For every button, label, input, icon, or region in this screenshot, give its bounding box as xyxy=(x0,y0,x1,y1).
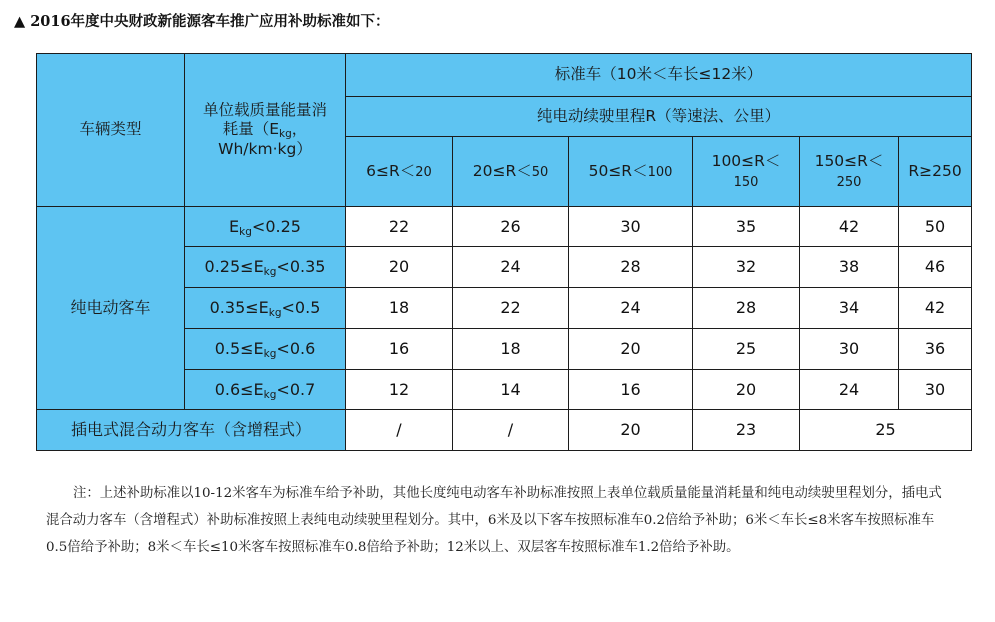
table-cell: 42 xyxy=(800,207,899,247)
table-cell: 30 xyxy=(800,329,899,370)
table-cell: 50 xyxy=(899,207,972,247)
table-cell: 42 xyxy=(899,288,972,329)
table-cell: 25 xyxy=(693,329,800,370)
page-heading: ▲ 2016年度中央财政新能源客车推广应用补助标准如下： xyxy=(14,13,390,30)
subsidy-table xyxy=(36,53,972,451)
table-cell: 14 xyxy=(453,370,569,410)
range-col-header: 20≤R＜50 xyxy=(453,137,569,207)
range-col-header: 6≤R＜20 xyxy=(346,137,453,207)
table-cell: 16 xyxy=(569,370,693,410)
table-cell: 30 xyxy=(569,207,693,247)
standard-car-header: 标准车（10米＜车长≤12米） xyxy=(346,54,972,97)
table-cell: 20 xyxy=(569,329,693,370)
table-cell: 24 xyxy=(453,247,569,288)
energy-range-label: 0.25≤Ekg<0.35 xyxy=(185,247,346,288)
range-header: 纯电动续驶里程R（等速法、公里） xyxy=(346,97,972,137)
table-cell: 24 xyxy=(800,370,899,410)
table-cell: 24 xyxy=(569,288,693,329)
energy-range-label: 0.5≤Ekg<0.6 xyxy=(185,329,346,370)
table-cell: 34 xyxy=(800,288,899,329)
table-cell: 28 xyxy=(569,247,693,288)
table-cell: 20 xyxy=(569,410,693,451)
table-cell: 26 xyxy=(453,207,569,247)
energy-consumption-header: 单位载质量能量消 耗量（Ekg， Wh/km·kg） xyxy=(185,54,346,207)
table-cell: 12 xyxy=(346,370,453,410)
table-cell: 46 xyxy=(899,247,972,288)
table-cell: 35 xyxy=(693,207,800,247)
footnote: 注：上述补助标准以10-12米客车为标准车给予补助，其他长度纯电动客车补助标准按照上表单位载质量能量消耗量和纯电动续驶里程划分，插电式混合动力客车（含增程式）补助标准按照上表纯电动续驶里程划分。其中，6米及以下客车按照标准车0.2倍给予补助；6米＜车长≤8米客车按照标准车0.5倍给予补助；8米＜车长≤10米客车按照标准车0.8倍给予补助；12米以上、双层客车按照标准车1.2倍给予补助。 xyxy=(46,486,942,555)
table-cell: 20 xyxy=(693,370,800,410)
table-cell: 38 xyxy=(800,247,899,288)
table-cell: 18 xyxy=(346,288,453,329)
range-col-header: R≥250 xyxy=(899,137,972,207)
table-cell: 28 xyxy=(693,288,800,329)
table-cell: 23 xyxy=(693,410,800,451)
ev-bus-label: 纯电动客车 xyxy=(37,207,185,410)
energy-range-label: Ekg<0.25 xyxy=(185,207,346,247)
table-cell: 32 xyxy=(693,247,800,288)
table-cell: 30 xyxy=(899,370,972,410)
table-cell: 36 xyxy=(899,329,972,370)
range-col-header: 50≤R＜100 xyxy=(569,137,693,207)
table-cell: 22 xyxy=(346,207,453,247)
table-cell: 18 xyxy=(453,329,569,370)
table-cell: / xyxy=(346,410,453,451)
table-cell: 22 xyxy=(453,288,569,329)
vehicle-type-header: 车辆类型 xyxy=(37,54,185,207)
energy-range-label: 0.6≤Ekg<0.7 xyxy=(185,370,346,410)
range-col-header: 100≤R＜ 150 xyxy=(693,137,800,207)
phev-bus-label: 插电式混合动力客车（含增程式） xyxy=(37,410,346,451)
table-cell: 20 xyxy=(346,247,453,288)
table-cell: 25 xyxy=(800,410,972,451)
table-cell: 16 xyxy=(346,329,453,370)
energy-range-label: 0.35≤Ekg<0.5 xyxy=(185,288,346,329)
range-col-header: 150≤R＜ 250 xyxy=(800,137,899,207)
table-cell: / xyxy=(453,410,569,451)
